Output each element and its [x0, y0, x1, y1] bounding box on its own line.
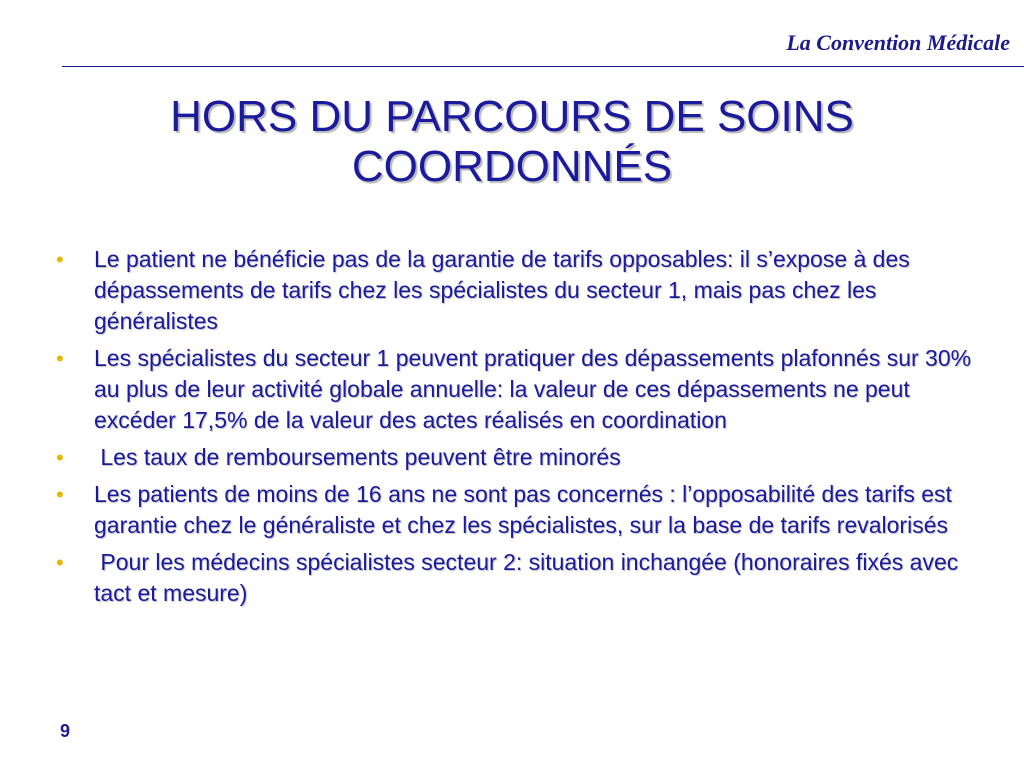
- bullet-text: Les taux de remboursements peuvent être minorés: [94, 444, 621, 470]
- bullet-dot-icon: •: [56, 550, 64, 575]
- bullet-dot-icon: •: [56, 445, 64, 470]
- bullet-text: Les patients de moins de 16 ans ne sont pas concernés : l’opposabilité des tarifs est garantie chez le généraliste et chez les spécialistes, sur la base de tarifs revalorisés: [94, 481, 952, 538]
- bullet-item: [56, 442, 976, 473]
- page-number: 9: [60, 721, 71, 741]
- bullet-dot-icon: •: [56, 482, 64, 507]
- bullet-item: [56, 343, 976, 436]
- bullet-item: [56, 244, 976, 337]
- slide-title: HORS DU PARCOURS DE SOINS COORDONNÉS: [170, 92, 854, 191]
- bullet-list: [56, 244, 976, 615]
- bullet-dot-icon: •: [56, 247, 64, 272]
- bullet-item: [56, 479, 976, 541]
- bullet-text: Le patient ne bénéficie pas de la garantie de tarifs opposables: il s’expose à des dépassements de tarifs chez les spécialistes du secteur 1, mais pas chez les généralistes: [94, 246, 910, 334]
- bullet-dot-icon: •: [56, 346, 64, 371]
- presentation-brand-title: La Convention Médicale: [786, 30, 1010, 55]
- bullet-text: Pour les médecins spécialistes secteur 2: situation inchangée (honoraires fixés avec tact et mesure): [94, 549, 965, 606]
- header-divider: [62, 66, 1024, 67]
- bullet-item: [56, 547, 976, 609]
- bullet-text: Les spécialistes du secteur 1 peuvent pratiquer des dépassements plafonnés sur 30% au plus de leur activité globale annuelle: la valeur de ces dépassements ne peut excéder 17,5% de la valeur des actes réalisés en coordination: [94, 345, 972, 433]
